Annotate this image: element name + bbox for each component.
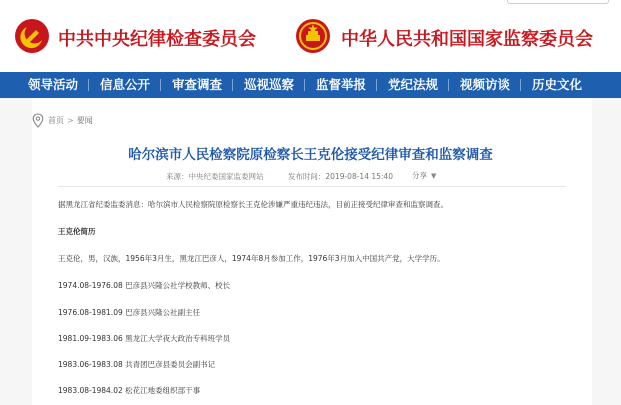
- nsc-title[interactable]: 中华人民共和国国家监察委员会: [341, 29, 593, 50]
- resume-item: 1976.08-1981.09 巴彦县兴隆公社副主任: [58, 308, 201, 317]
- party-emblem-icon: [14, 18, 50, 54]
- share-label: 分享: [412, 171, 427, 180]
- breadcrumb-separator: >: [67, 115, 74, 125]
- nav-divider: [448, 79, 449, 91]
- location-pin-icon: [32, 113, 44, 128]
- nav-item-investigation[interactable]: 审查调查: [172, 77, 223, 92]
- resume-item: 1983.08-1984.02 松花江地委组织部干事: [58, 386, 201, 395]
- nav-item-report[interactable]: 监督举报: [316, 77, 367, 92]
- article-title: 哈尔滨市人民检察院原检察长王克伦接受纪律审查和监察调查: [128, 147, 493, 163]
- nav-divider: [160, 79, 161, 91]
- nav-item-video-interviews[interactable]: 视频访谈: [460, 77, 511, 92]
- breadcrumb-current[interactable]: 要闻: [76, 115, 93, 125]
- breadcrumb-home[interactable]: 首页: [48, 115, 64, 125]
- nav-divider: [520, 79, 521, 91]
- nav-divider: [304, 79, 305, 91]
- nav-divider: [232, 79, 233, 91]
- nav-divider: [376, 79, 377, 91]
- article-source: 来源：中央纪委国家监委网站: [166, 172, 264, 181]
- resume-item: 1974.08-1976.08 巴彦县兴隆公社学校教师、校长: [58, 281, 231, 290]
- bio-heading: 王克伦简历: [58, 227, 96, 236]
- main-nav: [0, 72, 621, 98]
- breadcrumb: [32, 112, 93, 128]
- national-emblem-icon: [295, 18, 331, 54]
- nav-item-inspection[interactable]: 巡视巡察: [244, 77, 295, 92]
- nav-divider: [88, 79, 89, 91]
- cpc-ccdi-title[interactable]: 中共中央纪律检查委员会: [58, 29, 256, 50]
- search-input[interactable]: [507, 0, 609, 4]
- article-meta: [166, 171, 415, 182]
- article-intro: 据黑龙江省纪委监委消息：哈尔滨市人民检察院原检察长王克伦涉嫌严重违纪违法，目前正接受纪律审查和监察调查。: [58, 200, 448, 209]
- nav-item-info-disclosure[interactable]: 信息公开: [100, 77, 151, 92]
- article-time: 发布时间：2019-08-14 15:40: [287, 172, 393, 181]
- resume-item: 1983.06-1983.08 共青团巴彦县委员会副书记: [58, 360, 216, 369]
- title-divider: [58, 186, 566, 187]
- site-header: [0, 0, 621, 72]
- nav-item-regulations[interactable]: 党纪法规: [388, 77, 439, 92]
- nav-item-leadership[interactable]: 领导活动: [28, 77, 79, 92]
- share-button[interactable]: [412, 170, 436, 181]
- chevron-down-icon: ▼: [431, 171, 437, 180]
- nav-item-history[interactable]: 历史文化: [532, 77, 583, 92]
- bio-paragraph: 王克伦，男，汉族，1956年3月生，黑龙江巴彦人，1974年8月参加工作，1976年3月加入中国共产党，大学学历。: [58, 254, 445, 263]
- resume-item: 1981.09-1983.06 黑龙江大学夜大政治专科班学员: [58, 334, 231, 343]
